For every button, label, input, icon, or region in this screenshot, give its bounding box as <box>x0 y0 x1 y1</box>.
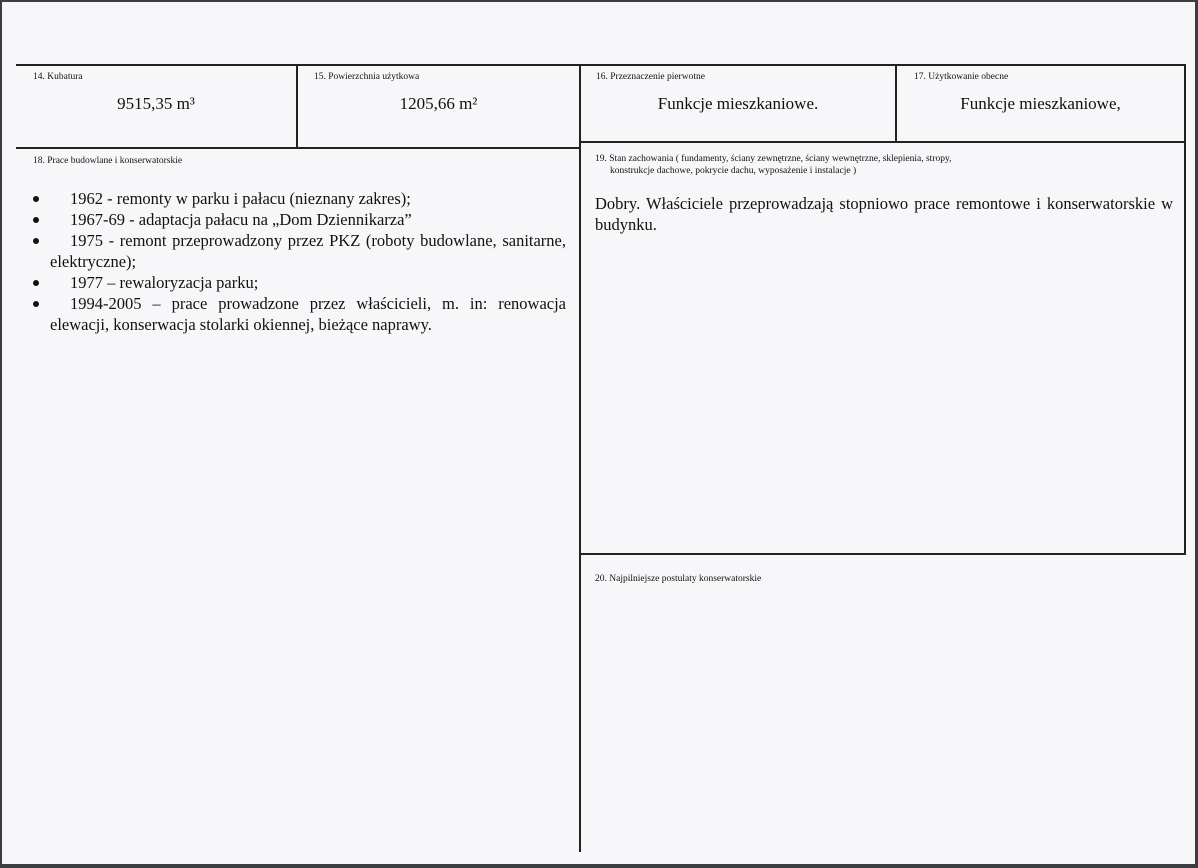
bullet-icon <box>33 238 39 244</box>
divider-section-20 <box>580 553 1186 555</box>
field-17-value: Funkcje mieszkaniowe, <box>960 94 1121 113</box>
bullet-icon <box>33 280 39 286</box>
field-15-label: 15. Powierzchnia użytkowa <box>314 72 420 82</box>
field-16-value: Funkcje mieszkaniowe. <box>657 94 819 113</box>
divider-col-main <box>579 64 581 852</box>
bullet-icon <box>33 301 39 307</box>
divider-row1-right <box>580 141 1186 143</box>
field-14-value: 9515,35 m³ <box>117 94 195 113</box>
field-19-label-line1: 19. Stan zachowania ( fundamenty, ściany zewnętrzne, ściany wewnętrzne, sklepienia, stropy, <box>595 154 952 164</box>
list-item <box>50 188 566 209</box>
works-item-3: 1975 - remont przeprowadzony przez PKZ (roboty budowlane, sanitarne, elektryczne); <box>50 231 566 271</box>
field-15-value: 1205,66 m² <box>399 94 478 113</box>
works-item-5: 1994-2005 – prace prowadzone przez właścicieli, m. in: renowacja elewacji, konserwacja stolarki okiennej, bieżące naprawy. <box>50 294 566 334</box>
works-item-1: 1962 - remonty w parku i pałacu (nieznany zakres); <box>70 189 411 208</box>
works-item-4: 1977 – rewaloryzacja parku; <box>70 273 259 292</box>
field-19-label-line2: konstrukcje dachowe, pokrycie dachu, wyposażenie i instalacje ) <box>610 166 857 176</box>
field-20-label: 20. Najpilniejsze postulaty konserwatorskie <box>595 574 762 584</box>
divider-top <box>16 64 1186 66</box>
works-item-2: 1967-69 - adaptacja pałacu na „Dom Dziennikarza” <box>70 210 412 229</box>
field-18-label: 18. Prace budowlane i konserwatorskie <box>33 156 183 166</box>
bullet-icon <box>33 196 39 202</box>
works-list <box>50 188 566 335</box>
list-item <box>50 209 566 230</box>
bullet-icon <box>33 217 39 223</box>
list-item <box>50 230 566 272</box>
condition-text: Dobry. Właściciele przeprowadzają stopniowo prace remontowe i konserwatorskie w budynku. <box>595 194 1173 234</box>
record-card <box>2 2 1195 864</box>
divider-row1-left <box>16 147 580 149</box>
divider-right-edge <box>1184 64 1186 554</box>
field-14-label: 14. Kubatura <box>33 72 83 82</box>
list-item <box>50 272 566 293</box>
list-item <box>50 293 566 335</box>
field-17-label: 17. Użytkowanie obecne <box>914 72 1009 82</box>
field-16-label: 16. Przeznaczenie pierwotne <box>596 72 705 82</box>
